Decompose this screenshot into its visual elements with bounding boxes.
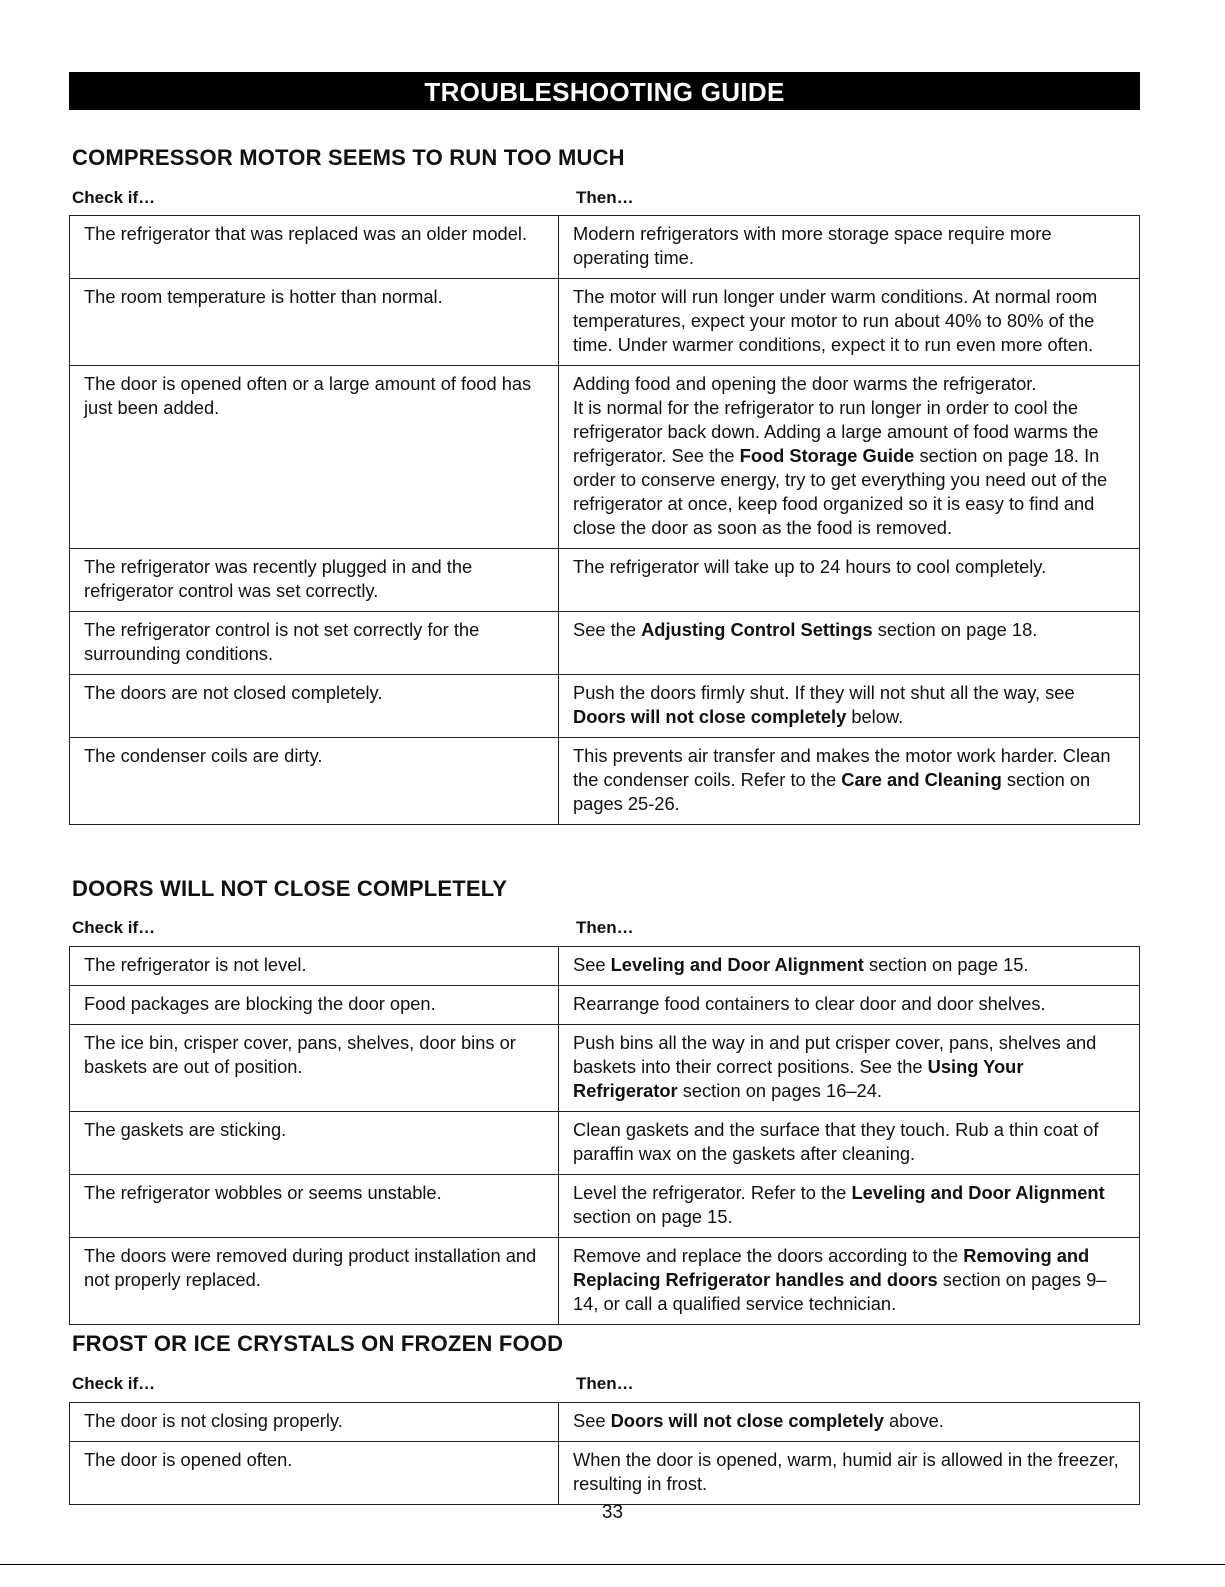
- then-text: section on page 18. In order to conserve energy, try to get everything you need out of the refrigerator at once, keep food organized so it is easy to find and close the door as soon as the food is removed.: [573, 445, 1108, 538]
- bold-reference: Removing and Replacing Refrigerator handles and doors: [573, 1245, 1090, 1290]
- troubleshooting-page: [69, 72, 1140, 1494]
- check-cell: The refrigerator control is not set correctly for the surrounding conditions.: [70, 612, 559, 675]
- then-text: Level the refrigerator. Refer to the: [573, 1182, 852, 1203]
- then-text: section on page 15.: [573, 1206, 733, 1227]
- then-header: Then…: [576, 918, 634, 937]
- bold-reference: Care and Cleaning: [841, 769, 1002, 790]
- bold-reference: Using Your Refrigerator: [573, 1056, 1024, 1101]
- then-header: Then…: [576, 1374, 634, 1393]
- bottom-rule: [0, 1564, 1225, 1565]
- then-text: Adding food and opening the door warms the refrigerator.: [573, 373, 1037, 394]
- then-cell: [559, 612, 1140, 675]
- page-number: 33: [601, 1502, 624, 1523]
- bold-reference: Adjusting Control Settings: [641, 619, 873, 640]
- check-cell: The door is not closing properly.: [70, 1403, 559, 1442]
- check-if-header: Check if…: [72, 918, 156, 937]
- table-row: [70, 216, 1140, 279]
- troubleshoot-section: [69, 142, 1140, 825]
- then-text: When the door is opened, warm, humid air is allowed in the freezer, resulting in frost.: [573, 1449, 1119, 1494]
- check-cell: The refrigerator wobbles or seems unstable.: [70, 1175, 559, 1238]
- then-cell: [559, 1238, 1140, 1325]
- column-headers: [69, 185, 1140, 215]
- then-cell: [559, 1403, 1140, 1442]
- section-title: FROST OR ICE CRYSTALS ON FROZEN FOOD: [72, 1331, 564, 1356]
- bold-reference: Leveling and Door Alignment: [610, 954, 864, 975]
- check-cell: The door is opened often or a large amount of food has just been added.: [70, 366, 559, 549]
- check-cell: Food packages are blocking the door open.: [70, 986, 559, 1025]
- table-row: [70, 738, 1140, 825]
- bold-reference: Doors will not close completely: [573, 706, 847, 727]
- then-cell: [559, 675, 1140, 738]
- then-text: See the: [573, 619, 642, 640]
- troubleshoot-section: [69, 873, 1140, 1325]
- then-text: above.: [883, 1410, 944, 1431]
- page-banner: TROUBLESHOOTING GUIDE: [69, 72, 1140, 110]
- bold-reference: Leveling and Door Alignment: [851, 1182, 1105, 1203]
- then-text: Push bins all the way in and put crisper cover, pans, shelves and baskets into their correct positions. See the: [573, 1032, 1097, 1077]
- then-cell: [559, 986, 1140, 1025]
- table-row: [70, 947, 1140, 986]
- then-cell: [559, 279, 1140, 366]
- then-text: section on page 15.: [863, 954, 1029, 975]
- table-row: [70, 1442, 1140, 1505]
- check-cell: The doors were removed during product installation and not properly replaced.: [70, 1238, 559, 1325]
- then-text: The motor will run longer under warm conditions. At normal room temperatures, expect your motor to run about 40% to 80% of the time. Under warmer conditions, expect it to run even more often.: [573, 286, 1098, 355]
- check-cell: The refrigerator was recently plugged in and the refrigerator control was set correctly.: [70, 549, 559, 612]
- table-row: [70, 986, 1140, 1025]
- then-text: section on pages 16–24.: [677, 1080, 882, 1101]
- then-text: section on pages 9–14, or call a qualified service technician.: [573, 1269, 1107, 1314]
- check-cell: The refrigerator that was replaced was an older model.: [70, 216, 559, 279]
- then-text: Modern refrigerators with more storage space require more operating time.: [573, 223, 1052, 268]
- section-title: DOORS WILL NOT CLOSE COMPLETELY: [72, 876, 508, 901]
- then-cell: [559, 947, 1140, 986]
- then-text: below.: [846, 706, 904, 727]
- troubleshoot-table: [69, 1402, 1140, 1505]
- table-row: [70, 279, 1140, 366]
- table-row: [70, 1403, 1140, 1442]
- check-cell: The condenser coils are dirty.: [70, 738, 559, 825]
- table-row: [70, 1175, 1140, 1238]
- then-text: This prevents air transfer and makes the motor work harder. Clean the condenser coils. Refer to the: [573, 745, 1111, 790]
- section-title: COMPRESSOR MOTOR SEEMS TO RUN TOO MUCH: [72, 145, 625, 170]
- table-row: [70, 549, 1140, 612]
- column-headers: [69, 915, 1140, 946]
- check-cell: The doors are not closed completely.: [70, 675, 559, 738]
- then-cell: [559, 549, 1140, 612]
- table-row: [70, 675, 1140, 738]
- table-row: [70, 612, 1140, 675]
- then-cell: [559, 366, 1140, 549]
- table-row: [70, 1238, 1140, 1325]
- table-row: [70, 1112, 1140, 1175]
- check-if-header: Check if…: [72, 188, 156, 207]
- troubleshoot-table: [69, 215, 1140, 825]
- column-headers: [69, 1371, 1140, 1402]
- check-cell: The refrigerator is not level.: [70, 947, 559, 986]
- then-cell: [559, 1112, 1140, 1175]
- bold-reference: Doors will not close completely: [610, 1410, 884, 1431]
- table-row: [70, 1025, 1140, 1112]
- check-if-header: Check if…: [72, 1374, 156, 1393]
- then-cell: [559, 216, 1140, 279]
- then-text: Clean gaskets and the surface that they touch. Rub a thin coat of paraffin wax on the gaskets after cleaning.: [573, 1119, 1099, 1164]
- check-cell: The ice bin, crisper cover, pans, shelves, door bins or baskets are out of position.: [70, 1025, 559, 1112]
- then-text: section on page 18.: [872, 619, 1038, 640]
- then-text: See: [573, 1410, 611, 1431]
- then-text: It is normal for the refrigerator to run longer in order to cool the refrigerator back down. Adding a large amount of food warms the refrigerator. See the: [573, 397, 1099, 466]
- table-row: [70, 366, 1140, 549]
- check-cell: The room temperature is hotter than normal.: [70, 279, 559, 366]
- troubleshoot-table: [69, 946, 1140, 1325]
- then-cell: [559, 1175, 1140, 1238]
- then-cell: [559, 738, 1140, 825]
- then-text: section on pages 25-26.: [573, 769, 1091, 814]
- then-text: Remove and replace the doors according to the: [573, 1245, 964, 1266]
- then-cell: [559, 1442, 1140, 1505]
- then-text: See: [573, 954, 611, 975]
- check-cell: The door is opened often.: [70, 1442, 559, 1505]
- then-text: Rearrange food containers to clear door and door shelves.: [573, 993, 1046, 1014]
- then-header: Then…: [576, 188, 634, 207]
- then-cell: [559, 1025, 1140, 1112]
- troubleshoot-section: [69, 1328, 1140, 1505]
- bold-reference: Food Storage Guide: [739, 445, 915, 466]
- then-text: Push the doors firmly shut. If they will not shut all the way, see: [573, 682, 1075, 703]
- then-text: The refrigerator will take up to 24 hours to cool completely.: [573, 556, 1047, 577]
- check-cell: The gaskets are sticking.: [70, 1112, 559, 1175]
